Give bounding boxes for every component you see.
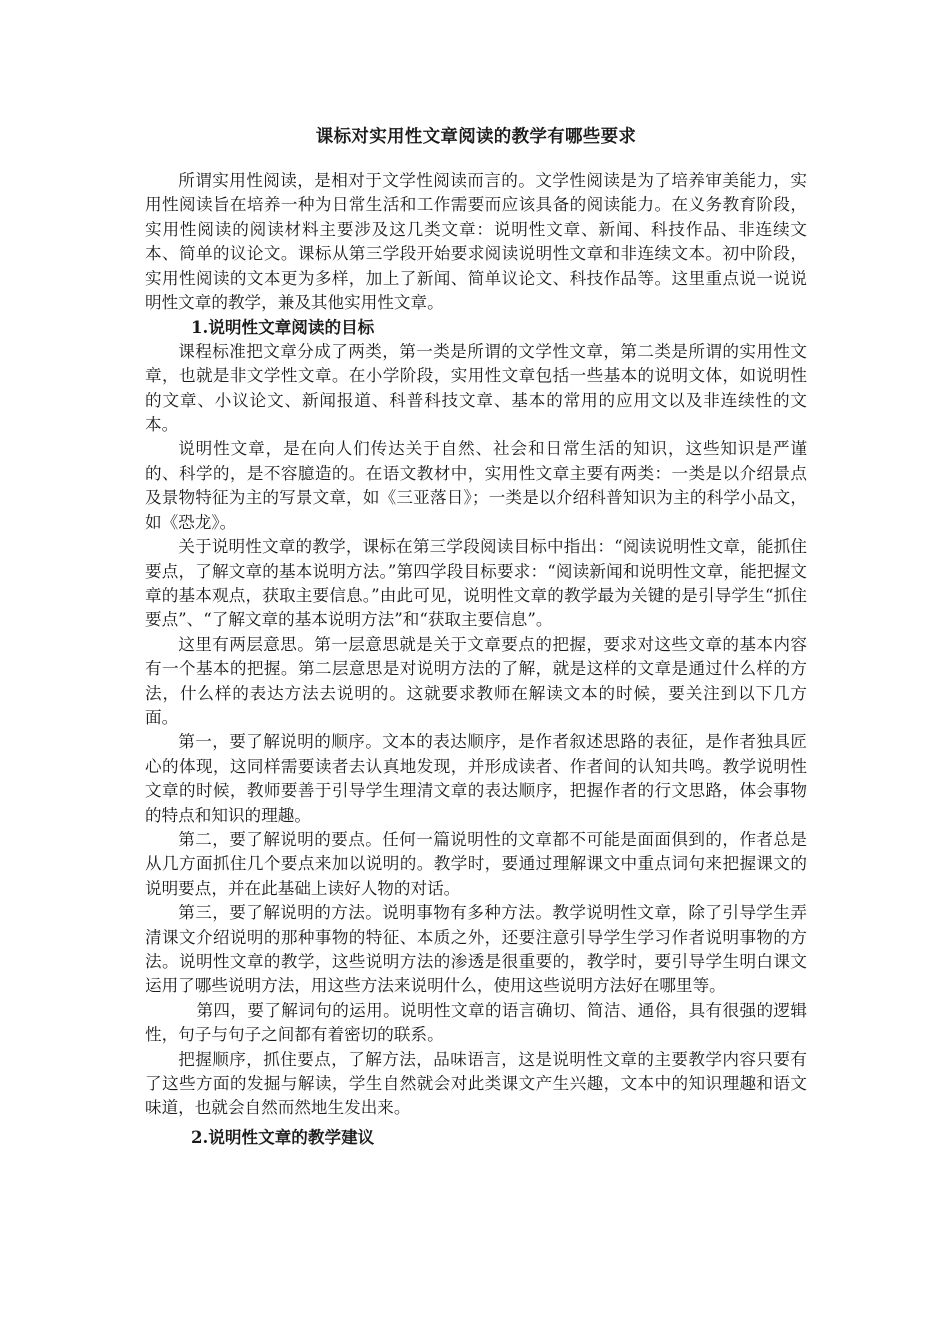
body-paragraph: 关于说明性文章的教学，课标在第三学段阅读目标中指出：“阅读说明性文章，能抓住要点，了解文章的基本说明方法。”第四学段目标要求：“阅读新闻和说明性文章，能把握文章的基本观点，获取主要信息。”由此可见，说明性文章的教学最为关键的是引导学生“抓住要点”、“了解文章的基本说明方法”和“获取主要信息”。 (145, 537, 807, 630)
document-title: 课标对实用性文章阅读的教学有哪些要求 (315, 127, 637, 147)
body-paragraph: 第四，要了解词句的运用。说明性文章的语言确切、简洁、通俗，具有很强的逻辑性，句子与句子之间都有着密切的联系。 (145, 1000, 807, 1045)
body-paragraph: 第二，要了解说明的要点。任何一篇说明性的文章都不可能是面面俱到的，作者总是从几方面抓住几个要点来加以说明的。教学时，要通过理解课文中重点词句来把握课文的说明要点，并在此基础上读好人物的对话。 (145, 829, 807, 898)
body-paragraph: 把握顺序，抓住要点，了解方法，品味语言，这是说明性文章的主要教学内容只要有了这些方面的发掘与解读，学生自然就会对此类课文产生兴趣，文本中的知识理趣和语文味道，也就会自然而然地生发出来。 (145, 1049, 807, 1118)
body-paragraph: 说明性文章，是在向人们传达关于自然、社会和日常生活的知识，这些知识是严谨的、科学的，是不容臆造的。在语文教材中，实用性文章主要有两类：一类是以介绍景点及景物特征为主的写景文章，如《三亚落日》；一类是以介绍科普知识为主的科学小品文，如《恐龙》。 (145, 439, 807, 532)
body-paragraph: 第一，要了解说明的顺序。文本的表达顺序，是作者叙述思路的表征，是作者独具匠心的体现，这同样需要读者去认真地发现，并形成读者、作者间的认知共鸣。教学说明性文章的时候，教师要善于引导学生理清文章的表达顺序，把握作者的行文思路，体会事物的特点和知识的理趣。 (145, 732, 807, 825)
body-paragraph: 这里有两层意思。第一层意思就是关于文章要点的把握，要求对这些文章的基本内容有一个基本的把握。第二层意思是对说明方法的了解，就是这样的文章是通过什么样的方法，什么样的表达方法去说明的。这就要求教师在解读文本的时候，要关注到以下几方面。 (145, 634, 807, 727)
intro-paragraph: 所谓实用性阅读，是相对于文学性阅读而言的。文学性阅读是为了培养审美能力，实用性阅读旨在培养一种为日常生活和工作需要而应该具备的阅读能力。在义务教育阶段，实用性阅读的阅读材料主要涉及这几类文章：说明性文章、新闻、科技作品、非连续文本、简单的议论文。课标从第三学段开始要求阅读说明性文章和非连续文本。初中阶段，实用性阅读的文本更为多样，加上了新闻、简单议论文、科技作品等。这里重点说一说说明性文章的教学，兼及其他实用性文章。 (145, 171, 807, 313)
section-heading-2: 2.说明性文章的教学建议 (191, 1126, 375, 1147)
body-paragraph: 课程标准把文章分成了两类，第一类是所谓的文学性文章，第二类是所谓的实用性文章，也就是非文学性文章。在小学阶段，实用性文章包括一些基本的说明文体，如说明性的文章、小议论文、新闻报道、科普科技文章、基本的常用的应用文以及非连续性的文本。 (145, 341, 807, 435)
section-heading-1: 1.说明性文章阅读的目标 (191, 317, 375, 338)
document-page (145, 124, 807, 1149)
body-paragraph: 第三，要了解说明的方法。说明事物有多种方法。教学说明性文章，除了引导学生弄清课文介绍说明的那种事物的特征、本质之外，还要注意引导学生学习作者说明事物的方法。说明性文章的教学，这些说明方法的渗透是很重要的，教学时，要引导学生明白课文运用了哪些说明方法，用这些方法来说明什么，使用这些说明方法好在哪里等。 (145, 903, 807, 996)
